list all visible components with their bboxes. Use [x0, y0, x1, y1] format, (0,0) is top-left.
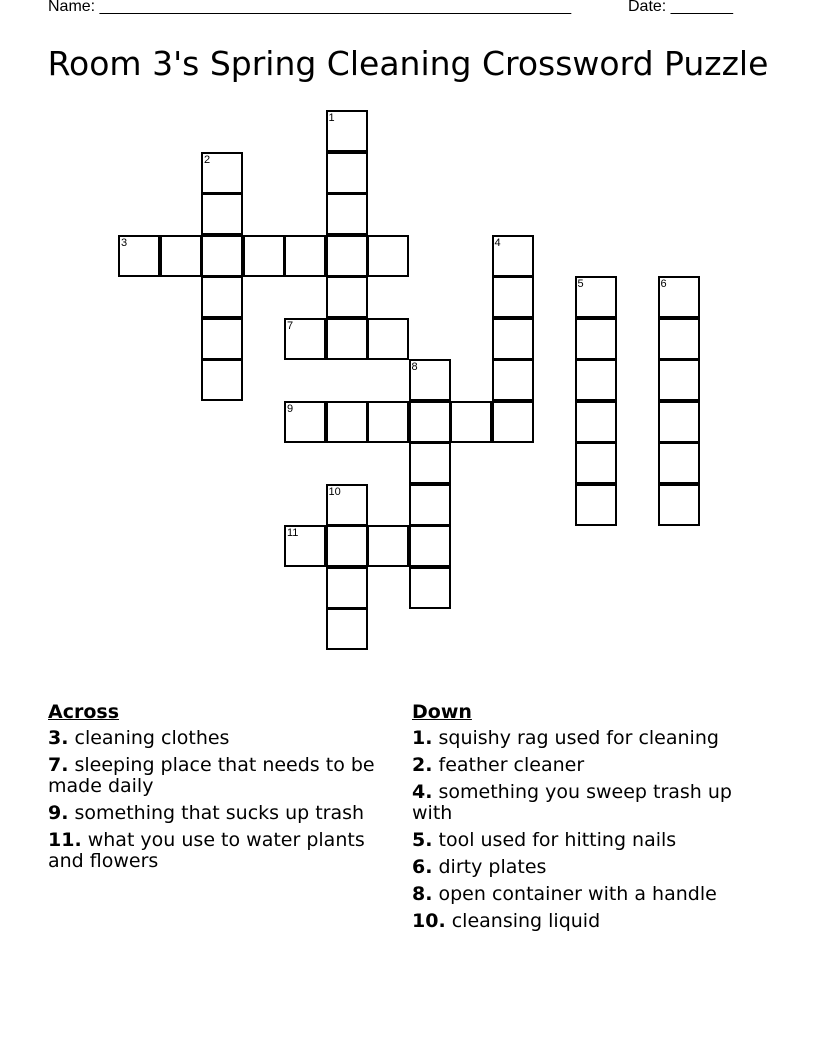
down-clues: [412, 702, 772, 938]
cell-number: 6: [660, 278, 667, 290]
down-heading: Down: [412, 701, 472, 723]
crossword-cell[interactable]: [658, 359, 700, 401]
crossword-cell[interactable]: [201, 235, 243, 277]
clue-number: 4.: [412, 781, 433, 803]
cell-number: 8: [411, 361, 418, 373]
crossword-cell[interactable]: [367, 525, 409, 567]
clue-number: 7.: [48, 754, 69, 776]
cell-number: 5: [577, 278, 584, 290]
clue-text: something that sucks up trash: [74, 802, 365, 824]
crossword-cell[interactable]: [201, 193, 243, 235]
cell-number: 7: [287, 319, 294, 332]
crossword-cell[interactable]: [284, 318, 326, 360]
crossword-cell[interactable]: [326, 152, 368, 194]
crossword-cell[interactable]: [492, 276, 534, 318]
cell-number: 11: [287, 527, 299, 539]
down-clue: [412, 911, 772, 932]
crossword-cell[interactable]: [326, 235, 368, 277]
down-clue: [412, 728, 772, 749]
crossword-cell[interactable]: [575, 442, 617, 484]
crossword-cell[interactable]: [326, 525, 368, 567]
crossword-cell[interactable]: [492, 318, 534, 360]
clue-number: 10.: [412, 910, 446, 932]
clue-text: what you use to water plants and flowers: [48, 829, 365, 872]
clue-number: 1.: [412, 727, 433, 749]
cell-number: 1: [328, 112, 335, 124]
crossword-cell[interactable]: [409, 484, 451, 526]
clue-number: 2.: [412, 754, 433, 776]
crossword-cell[interactable]: [284, 525, 326, 567]
across-heading: Across: [48, 701, 120, 723]
crossword-cell[interactable]: [492, 235, 534, 277]
crossword-cell[interactable]: [658, 442, 700, 484]
page-title: Room 3's Spring Cleaning Crossword Puzzle: [47, 44, 769, 83]
crossword-cell[interactable]: [367, 318, 409, 360]
crossword-cell[interactable]: [492, 359, 534, 401]
clue-text: sleeping place that needs to be made daily: [48, 754, 375, 797]
crossword-cell[interactable]: [492, 401, 534, 443]
crossword-cell[interactable]: [284, 401, 326, 443]
crossword-cell[interactable]: [326, 110, 368, 152]
across-clue: [48, 803, 396, 824]
crossword-cell[interactable]: [326, 401, 368, 443]
across-clue: [48, 755, 396, 797]
crossword-cell[interactable]: [409, 401, 451, 443]
crossword-cell[interactable]: [575, 359, 617, 401]
name-line: Name: _____________________________________________________: [48, 0, 572, 15]
down-clue-list: [412, 728, 772, 932]
clue-text: tool used for hitting nails: [438, 829, 677, 851]
cell-number: 10: [328, 485, 341, 498]
across-clues: [48, 702, 396, 878]
clue-number: 8.: [412, 883, 433, 905]
clue-text: something you sweep trash up with: [412, 781, 732, 824]
crossword-cell[interactable]: [326, 608, 368, 650]
across-clue: [48, 728, 396, 749]
crossword-cell[interactable]: [201, 152, 243, 194]
crossword-cell[interactable]: [367, 401, 409, 443]
crossword-cell[interactable]: [658, 401, 700, 443]
cell-number: 4: [494, 236, 501, 249]
crossword-cell[interactable]: [326, 193, 368, 235]
crossword-cell[interactable]: [450, 401, 492, 443]
crossword-cell[interactable]: [409, 525, 451, 567]
crossword-cell[interactable]: [367, 235, 409, 277]
crossword-cell[interactable]: [326, 484, 368, 526]
across-clue-list: [48, 728, 396, 872]
clue-number: 9.: [48, 802, 69, 824]
clue-text: open container with a handle: [438, 883, 717, 905]
cell-number: 3: [121, 236, 128, 249]
clue-text: squishy rag used for cleaning: [438, 727, 719, 749]
crossword-cell[interactable]: [284, 235, 326, 277]
crossword-cell[interactable]: [326, 318, 368, 360]
clue-text: cleaning clothes: [74, 727, 230, 749]
crossword-cell[interactable]: [243, 235, 285, 277]
crossword-cell[interactable]: [575, 484, 617, 526]
crossword-cell[interactable]: [118, 235, 160, 277]
crossword-cell[interactable]: [326, 276, 368, 318]
crossword-cell[interactable]: [658, 276, 700, 318]
clue-text: dirty plates: [438, 856, 547, 878]
clue-number: 6.: [412, 856, 433, 878]
crossword-cell[interactable]: [409, 567, 451, 609]
clue-text: cleansing liquid: [451, 910, 601, 932]
down-clue: [412, 830, 772, 851]
crossword-cell[interactable]: [201, 359, 243, 401]
date-line: Date: _______: [628, 0, 733, 15]
across-clue: [48, 830, 396, 872]
crossword-cell[interactable]: [575, 318, 617, 360]
clue-number: 11.: [48, 829, 82, 851]
clue-number: 5.: [412, 829, 433, 851]
crossword-cell[interactable]: [201, 318, 243, 360]
down-clue: [412, 782, 772, 824]
crossword-cell[interactable]: [409, 359, 451, 401]
crossword-cell[interactable]: [409, 442, 451, 484]
crossword-cell[interactable]: [201, 276, 243, 318]
down-clue: [412, 884, 772, 905]
clue-text: feather cleaner: [438, 754, 585, 776]
down-clue: [412, 755, 772, 776]
cell-number: 2: [204, 153, 211, 166]
crossword-cell[interactable]: [658, 318, 700, 360]
cell-number: 9: [287, 402, 294, 415]
down-clue: [412, 857, 772, 878]
crossword-cell[interactable]: [160, 235, 202, 277]
crossword-cell[interactable]: [326, 567, 368, 609]
crossword-cell[interactable]: [575, 401, 617, 443]
crossword-cell[interactable]: [658, 484, 700, 526]
clue-number: 3.: [48, 727, 69, 749]
crossword-cell[interactable]: [575, 276, 617, 318]
